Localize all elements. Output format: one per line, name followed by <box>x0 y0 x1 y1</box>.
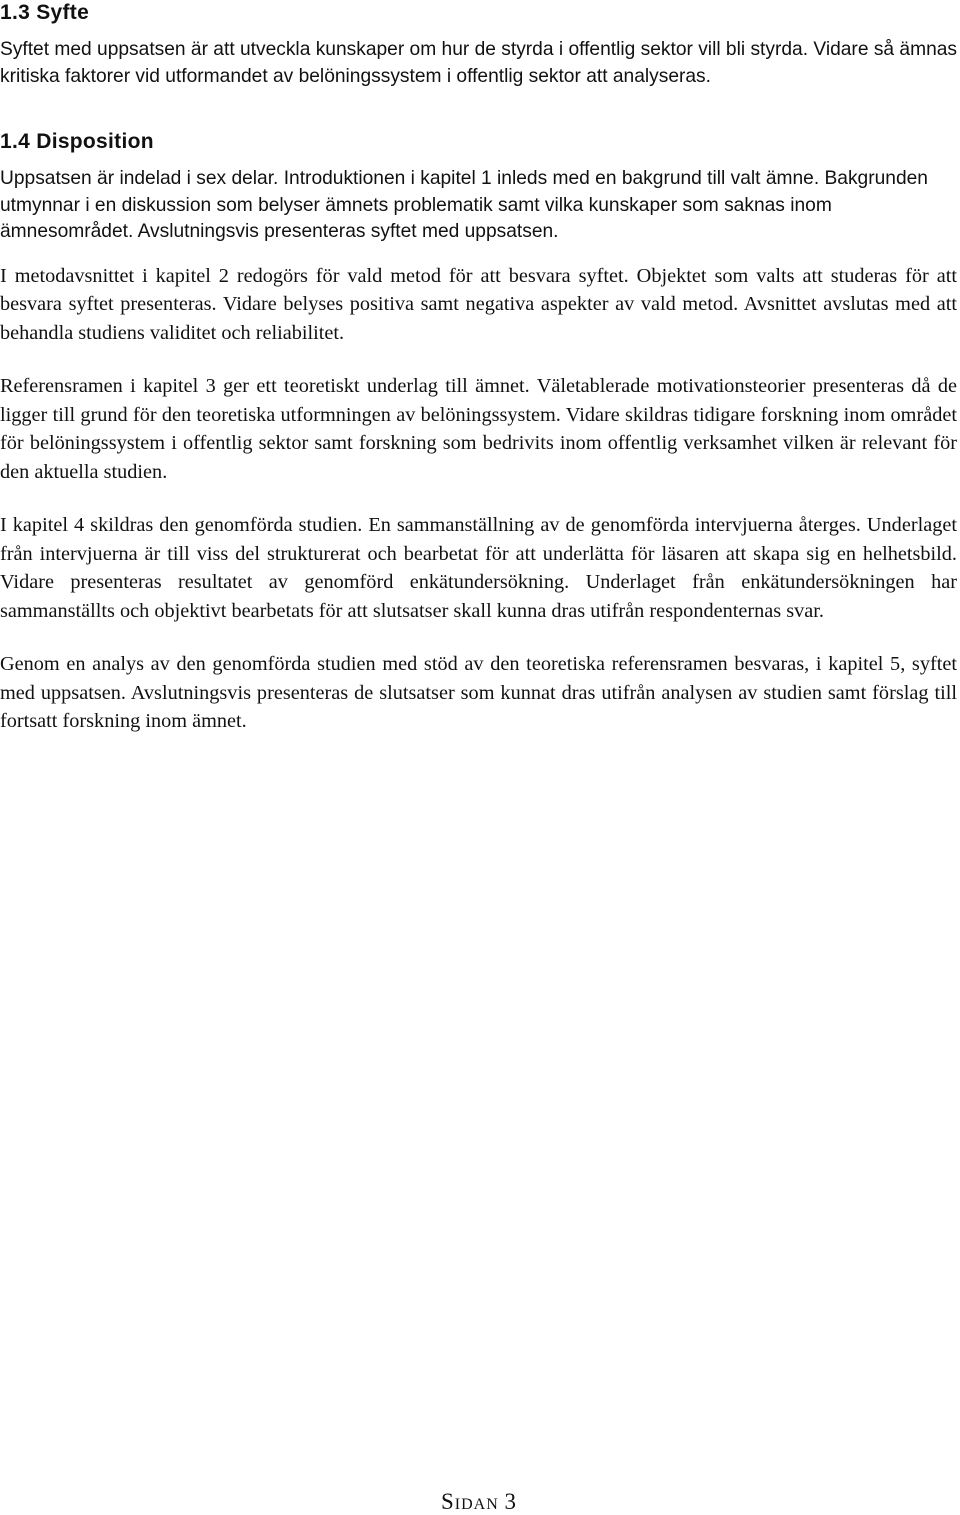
document-page <box>0 0 957 736</box>
paragraph: Referensramen i kapitel 3 ger ett teoretiskt underlag till ämnet. Väletablerade motivationsteorier presenteras då de ligger till grund för den teoretiska utformningen av belöningssystem. Vidare skildras tidigare forskning inom området för belöningssystem i offentlig sektor samt forskning som bedrivits inom offentlig verksamhet vilken är relevant för den aktuella studien. <box>0 375 957 483</box>
section-syfte <box>0 0 957 90</box>
paragraph: I metodavsnittet i kapitel 2 redogörs för vald metod för att besvara syftet. Objektet som valts att studeras för att besvara syftet presenteras. Vidare belyses positiva samt negativa aspekter av vald metod. Avsnittet avslutas med att behandla studiens validitet och reliabilitet. <box>0 264 957 344</box>
paragraph: I kapitel 4 skildras den genomförda studien. En sammanställning av de genomförda intervjuerna återges. Underlaget från intervjuerna är till viss del strukturerat och bearbetat för att underlätta för läsaren att skapa sig en helhetsbild. Vidare presenteras resultatet av genomförd enkätundersökning. Underlaget från enkätundersökningen har sammanställts och objektivt bearbetats för att slutsatser skall kunna dras utifrån respondenternas svar. <box>0 514 957 622</box>
page-footer <box>0 1490 957 1514</box>
section-disposition <box>0 129 957 736</box>
paragraph-group-sans <box>0 166 957 246</box>
page-number: 3 <box>504 1489 517 1514</box>
paragraph: Syftet med uppsatsen är att utveckla kunskaper om hur de styrda i offentlig sektor vill bli styrda. Vidare så ämnas kritiska faktorer vid utformandet av belöningssystem i offentlig sektor att analyseras. <box>0 39 958 87</box>
paragraph: Uppsatsen är indelad i sex delar. Introduktionen i kapitel 1 inleds med en bakgrund till valt ämne. Bakgrunden utmynnar i en diskussion som belyser ämnets problematik samt vilka kunskaper som saknas inom ämnesområdet. Avslutningsvis presenteras syftet med uppsatsen. <box>0 168 928 242</box>
section-heading: 1.3 Syfte <box>0 1 90 24</box>
section-heading: 1.4 Disposition <box>0 130 154 153</box>
paragraph: Genom en analys av den genomförda studien med stöd av den teoretiska referensramen besvaras, i kapitel 5, syftet med uppsatsen. Avslutningsvis presenteras de slutsatser som kunnat dras utifrån analysen av studien samt förslag till fortsatt forskning inom ämnet. <box>0 653 957 732</box>
page-label: Sidan <box>440 1489 499 1514</box>
